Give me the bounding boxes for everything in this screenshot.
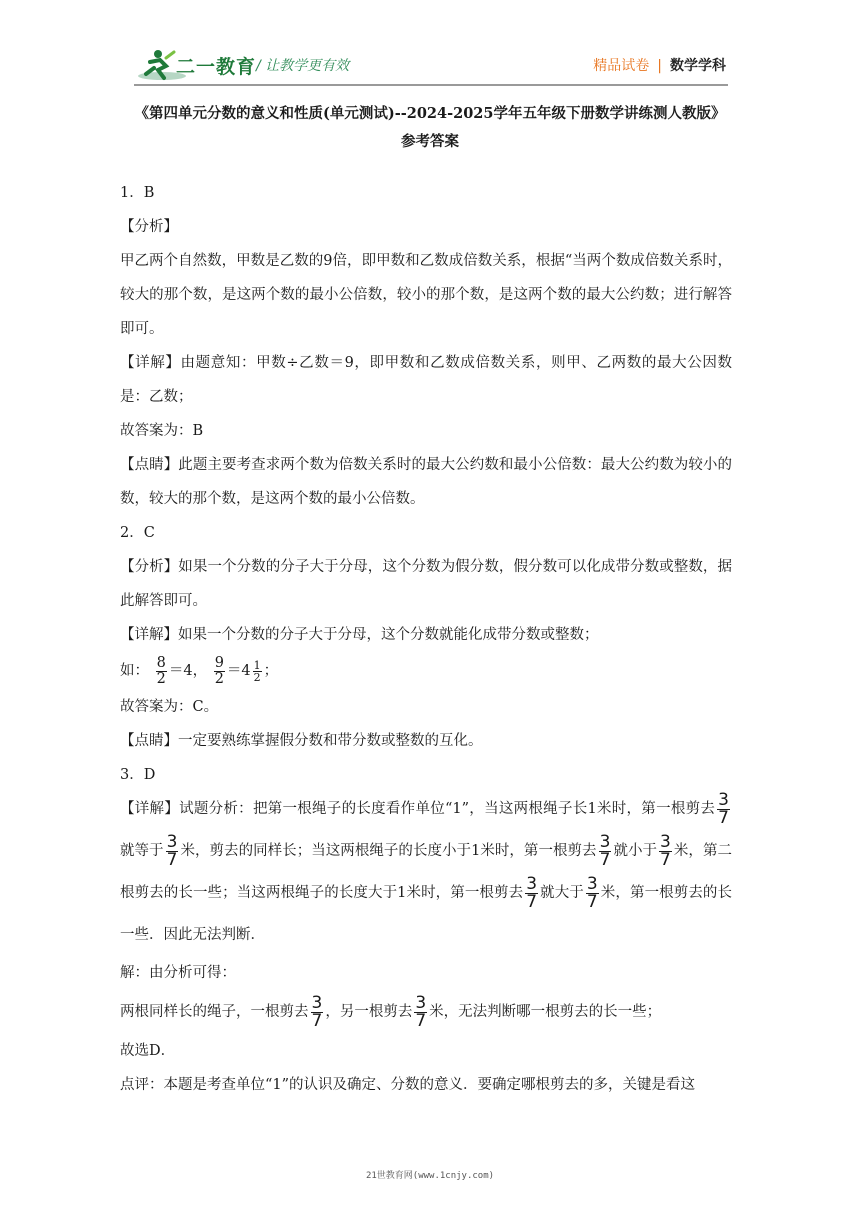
text-run: 米，剪去的同样长；当这两根绳子的长度小于1米时，第一根剪去 bbox=[180, 843, 597, 859]
text-run: 就等于 bbox=[120, 843, 164, 859]
q3-solution bbox=[120, 990, 732, 1034]
fraction bbox=[156, 656, 167, 686]
example-prefix: 如： bbox=[120, 663, 149, 679]
header-rule bbox=[134, 84, 728, 86]
q3-comment: 点评：本题是考查单位“1”的认识及确定、分数的意义．要确定哪根剪去的多，关键是看这 bbox=[120, 1077, 696, 1093]
fraction-denominator: 2 bbox=[214, 670, 224, 687]
fraction-numerator: 3 bbox=[166, 831, 178, 852]
text-run: 米，无法判断哪一根剪去的长一些； bbox=[429, 1004, 662, 1020]
fraction-denominator: 7 bbox=[415, 1010, 427, 1031]
text-run: 米，第一根剪去的长一些．因此无法判断． bbox=[120, 885, 733, 943]
fraction-numerator: 3 bbox=[415, 992, 427, 1013]
equation-part: ＝4， bbox=[168, 663, 208, 679]
q3-conclusion: 故选D． bbox=[120, 1043, 176, 1059]
fraction-numerator: 9 bbox=[214, 655, 224, 671]
fraction-numerator: 3 bbox=[660, 831, 671, 852]
separator: | bbox=[657, 58, 662, 74]
fraction-numerator: 3 bbox=[526, 873, 538, 894]
fraction bbox=[214, 656, 225, 686]
text-run: 就小于 bbox=[613, 843, 658, 859]
slogan: / 让教学更有效 bbox=[256, 58, 350, 74]
fraction-numerator: 3 bbox=[311, 992, 323, 1013]
fraction-denominator: 7 bbox=[166, 849, 178, 870]
fraction-three-sevenths bbox=[166, 831, 179, 870]
title-line-2: 参考答案 bbox=[401, 133, 459, 150]
q3-answer: 3．D bbox=[120, 767, 156, 783]
q1-detail: 【详解】由题意知：甲数÷乙数＝9，即甲数和乙数成倍数关系，则甲、乙两数的最大公因数是：乙数； bbox=[120, 355, 732, 405]
fraction-denominator: 2 bbox=[156, 670, 166, 687]
fraction-denominator: 2 bbox=[253, 670, 261, 684]
fraction-three-sevenths bbox=[525, 873, 538, 912]
fraction-denominator: 7 bbox=[311, 1010, 323, 1031]
title-line-1: 《第四单元分数的意义和性质(单元测试)--2024-2025学年五年级下册数学讲练测人教版》 bbox=[134, 105, 726, 122]
page-footer: 21世教育网(www.1cnjy.com) bbox=[365, 1171, 495, 1181]
fraction-denominator: 7 bbox=[599, 849, 611, 870]
fraction-numerator: 3 bbox=[599, 831, 611, 852]
fraction-three-sevenths bbox=[659, 831, 672, 870]
text-run: 两根同样长的绳子，一根剪去 bbox=[120, 1004, 309, 1020]
q3-detail bbox=[120, 788, 732, 956]
q1-comment: 【点睛】此题主要考查求两个数为倍数关系时的最大公约数和最小公倍数：最大公约数为较小的数，较大的那个数，是这两个数的最小公倍数。 bbox=[120, 457, 732, 507]
fraction-denominator: 7 bbox=[526, 891, 538, 912]
text-run: 【详解】试题分析：把第一根绳子的长度看作单位“1”，当这两根绳子长1米时，第一根剪去 bbox=[120, 801, 716, 817]
fraction-three-sevenths bbox=[586, 873, 599, 912]
text-run: 米，第二根剪去的长一些；当这两根绳子的长度大于1米时，第一根剪去 bbox=[120, 843, 732, 901]
q2-analysis: 【分析】如果一个分数的分子大于分母，这个分数为假分数，假分数可以化成带分数或整数，据此解答即可。 bbox=[120, 559, 732, 609]
fraction-three-sevenths bbox=[717, 789, 730, 828]
q1-analysis: 甲乙两个自然数，甲数是乙数的9倍，即甲数和乙数成倍数关系，根据“当两个数成倍数关系时，较大的那个数，是这两个数的最小公倍数，较小的那个数，是这两个数的最大公约数；进行解答即可。 bbox=[120, 253, 732, 337]
q2-example bbox=[120, 652, 732, 690]
q3-solution-label: 解：由分析可得： bbox=[120, 965, 236, 981]
fraction-denominator: 7 bbox=[660, 849, 671, 870]
fraction-three-sevenths bbox=[599, 831, 612, 870]
logo-text: 二一教育 bbox=[176, 56, 257, 78]
fraction-numerator: 3 bbox=[718, 789, 729, 810]
fraction-three-sevenths bbox=[311, 992, 324, 1031]
q1-conclusion: 故答案为：B bbox=[120, 423, 204, 439]
fraction-numerator: 3 bbox=[586, 873, 598, 894]
answer-content bbox=[120, 176, 732, 1102]
fraction-denominator: 7 bbox=[718, 807, 729, 828]
text-run: ，另一根剪去 bbox=[325, 1004, 413, 1020]
header-subject bbox=[593, 55, 726, 75]
q1-answer: 1．B bbox=[120, 185, 155, 201]
q2-answer: 2．C bbox=[120, 525, 155, 541]
q2-comment: 【点睛】一定要熟练掌握假分数和带分数或整数的互化。 bbox=[120, 733, 483, 749]
document-title bbox=[100, 100, 760, 156]
tag-label: 精品试卷 bbox=[593, 58, 650, 74]
page-header bbox=[0, 0, 860, 92]
fraction-numerator: 1 bbox=[253, 658, 261, 672]
fraction-numerator: 8 bbox=[156, 655, 166, 671]
q2-conclusion: 故答案为：C。 bbox=[120, 699, 219, 715]
text-run: 就大于 bbox=[540, 885, 584, 901]
equation-part: ＝4 bbox=[226, 663, 251, 679]
equation-end: ； bbox=[263, 663, 279, 679]
q1-analysis-label: 【分析】 bbox=[120, 219, 178, 235]
fraction bbox=[253, 660, 262, 683]
q2-detail: 【详解】如果一个分数的分子大于分母，这个分数就能化成带分数或整数； bbox=[120, 627, 599, 643]
fraction-three-sevenths bbox=[414, 992, 427, 1031]
fraction-denominator: 7 bbox=[586, 891, 598, 912]
subject-label: 数学学科 bbox=[670, 58, 726, 74]
